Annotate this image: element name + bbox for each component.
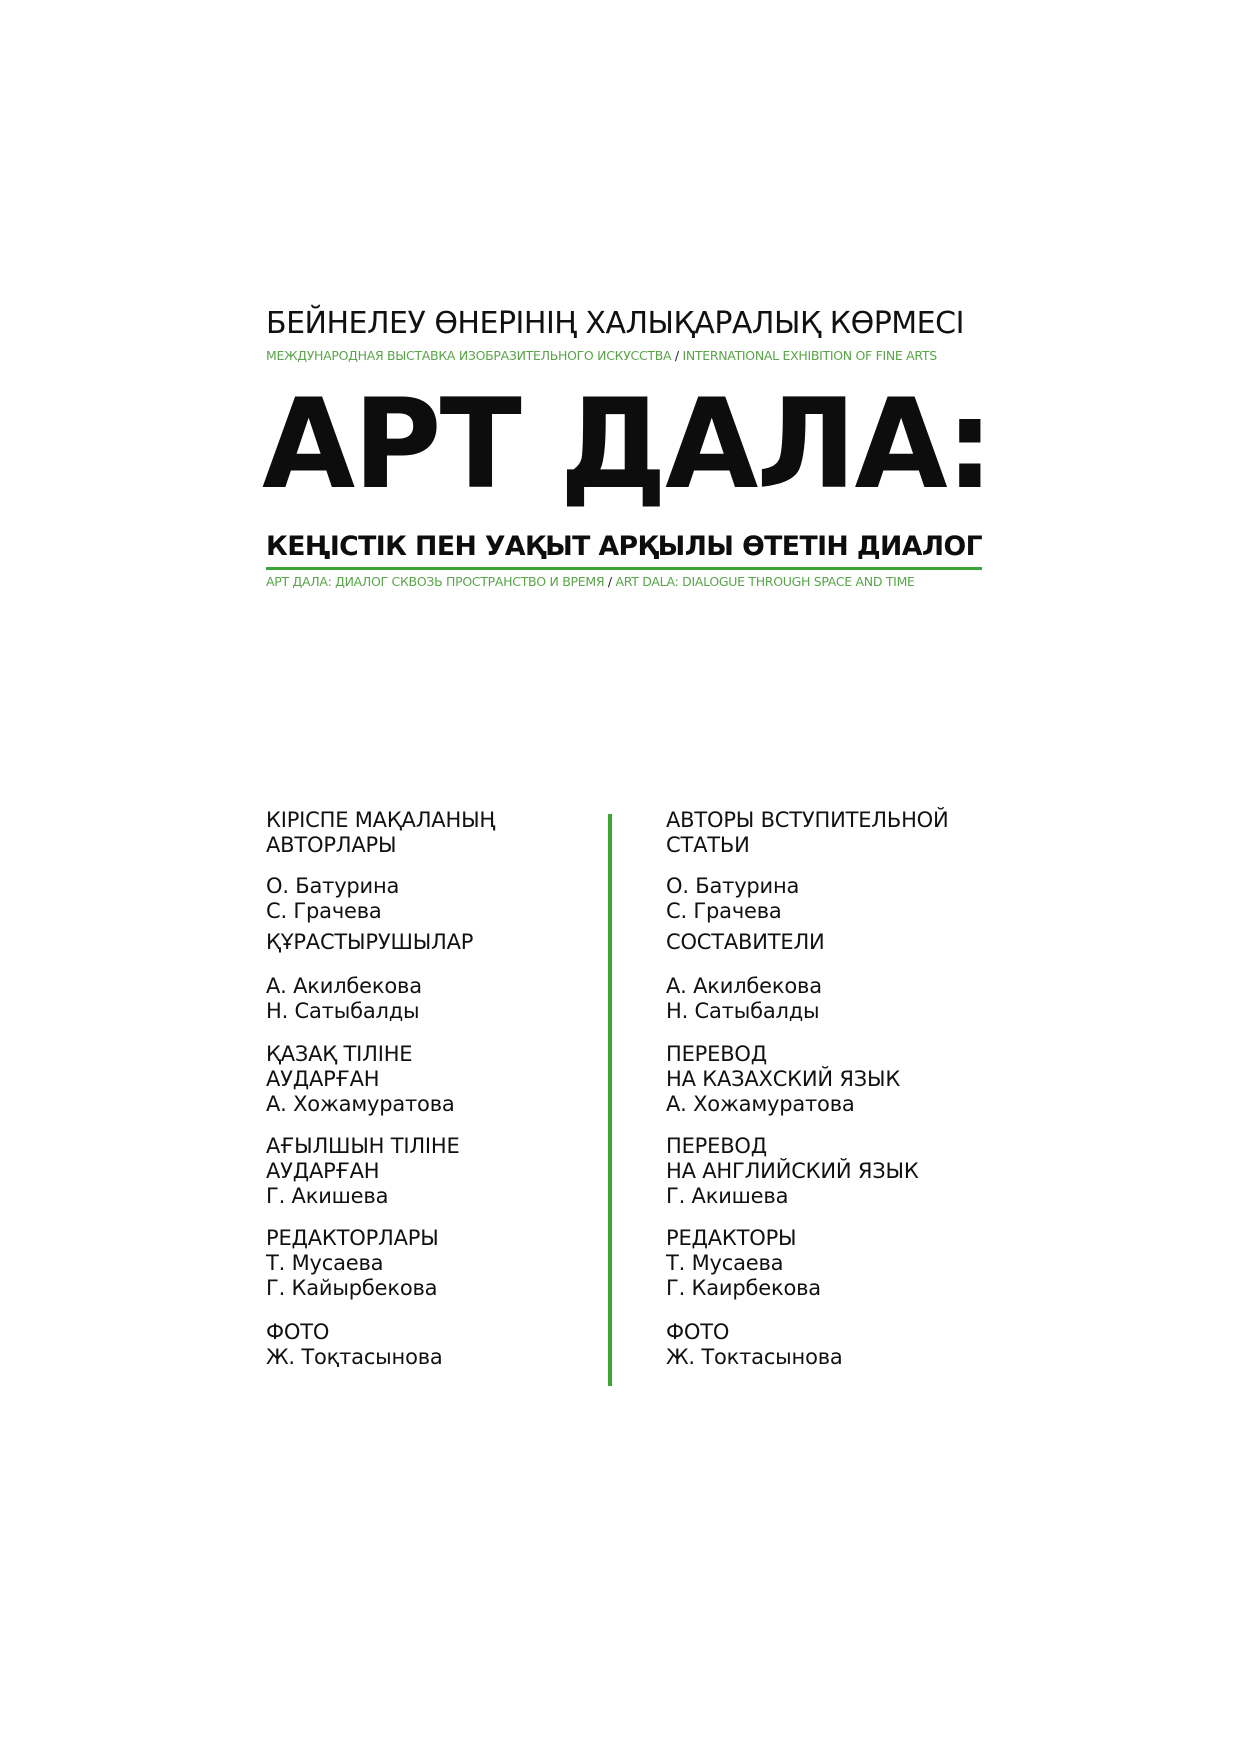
credit-heading: АВТОРЫ ВСТУПИТЕЛЬНОЙ СТАТЬИ <box>666 808 949 857</box>
column-divider <box>608 814 612 1386</box>
credit-heading: ҚАЗАҚ ТІЛІНЕ АУДАРҒАН <box>266 1042 413 1091</box>
subtitle-translations <box>266 574 915 590</box>
credit-names: Г. Акишева <box>266 1184 389 1208</box>
credits-kz-column <box>266 808 596 1370</box>
credits-photo <box>266 1320 596 1370</box>
credits-english-translation <box>666 1134 996 1226</box>
credits-compilers <box>666 974 996 1042</box>
subtitle-en: ART DALA: DIALOGUE THROUGH SPACE AND TIME <box>615 574 915 589</box>
exhibition-title-kz: БЕЙНЕЛЕУ ӨНЕРІНІҢ ХАЛЫҚАРАЛЫҚ КӨРМЕСІ <box>266 306 964 341</box>
exhibition-title-ru: МЕЖДУНАРОДНАЯ ВЫСТАВКА ИЗОБРАЗИТЕЛЬНОГО ИСКУССТВА <box>266 348 672 363</box>
credit-names: Т. Мусаева Г. Каирбекова <box>666 1251 821 1300</box>
credit-names: А. Акилбекова Н. Сатыбалды <box>266 974 422 1023</box>
credit-names: А. Акилбекова Н. Сатыбалды <box>666 974 822 1023</box>
subtitle-block <box>266 530 986 590</box>
credits-compilers <box>266 974 596 1042</box>
credit-heading: ПЕРЕВОД НА АНГЛИЙСКИЙ ЯЗЫК <box>666 1134 919 1183</box>
credit-heading: ФОТО <box>666 1320 730 1344</box>
subtitle-separator: / <box>604 574 616 589</box>
credits-english-translation <box>266 1134 596 1226</box>
credits-editors <box>266 1226 596 1320</box>
title-separator: / <box>671 348 683 363</box>
credit-names: А. Хожамуратова <box>666 1092 855 1116</box>
credit-heading: КІРІСПЕ МАҚАЛАНЫҢ АВТОРЛАРЫ <box>266 808 495 857</box>
credit-names: О. Батурина С. Грачева <box>266 874 400 923</box>
subtitle-kz: КЕҢІСТІК ПЕН УАҚЫТ АРҚЫЛЫ ӨТЕТІН ДИАЛОГ <box>266 530 982 570</box>
subtitle-ru: АРТ ДАЛА: ДИАЛОГ СКВОЗЬ ПРОСТРАНСТВО И ВРЕМЯ <box>266 574 605 589</box>
credit-names: Ж. Токтасынова <box>666 1345 843 1369</box>
credit-names: А. Хожамуратова <box>266 1092 455 1116</box>
credits-compilers-heading-block <box>266 930 596 974</box>
credit-heading: ФОТО <box>266 1320 330 1344</box>
credit-heading: ҚҰРАСТЫРУШЫЛАР <box>266 930 474 954</box>
credits-intro-authors <box>666 808 996 930</box>
exhibition-title-en: INTERNATIONAL EXHIBITION OF FINE ARTS <box>682 348 937 363</box>
exhibition-header <box>266 306 996 364</box>
credits-photo <box>666 1320 996 1370</box>
credits-ru-column <box>666 808 996 1370</box>
credit-names: Т. Мусаева Г. Кайырбекова <box>266 1251 438 1300</box>
credit-names: О. Батурина С. Грачева <box>666 874 800 923</box>
credit-heading: РЕДАКТОРЫ <box>666 1226 797 1250</box>
credit-heading: ПЕРЕВОД НА КАЗАХСКИЙ ЯЗЫК <box>666 1042 901 1091</box>
credits-kazakh-translation <box>666 1042 996 1134</box>
credit-names: Г. Акишева <box>666 1184 789 1208</box>
credits-editors <box>666 1226 996 1320</box>
exhibition-title-translations <box>266 348 937 364</box>
credit-names: Ж. Тоқтасынова <box>266 1345 443 1369</box>
credits-intro-authors <box>266 808 596 930</box>
credits-compilers-heading-block <box>666 930 996 974</box>
credit-heading: РЕДАКТОРЛАРЫ <box>266 1226 439 1250</box>
credit-heading: АҒЫЛШЫН ТІЛІНЕ АУДАРҒАН <box>266 1134 460 1183</box>
credits-kazakh-translation <box>266 1042 596 1134</box>
main-title: АРТ ДАЛА: <box>262 373 992 517</box>
credit-heading: СОСТАВИТЕЛИ <box>666 930 825 954</box>
